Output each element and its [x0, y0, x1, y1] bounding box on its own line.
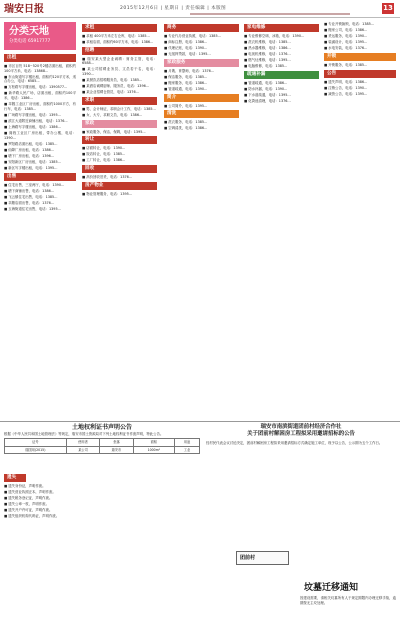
table-header-cell: 坐落 — [100, 439, 133, 446]
ad-item: ■ 管道疏通，电话：1390... — [164, 87, 208, 92]
ad-item: ■ 安阳新区厂房出租，电话：1385... — [4, 160, 61, 165]
ad-item: ■ 求租 400平方米左右仓库，电话：1385... — [82, 34, 150, 38]
land-notice-text: 根据《中华人民共和国土地管理法》等规定，瑞安市国土资源局对下列土地权利证书作废声明，特此公告。 — [4, 432, 164, 437]
ad-item: ■ 注销公告，电话：1390... — [324, 85, 368, 90]
ad-item: ■ 电视机维修，电话：1376... — [244, 52, 291, 57]
ad-item: ■ 新区写字楼出租，电话：1395... — [4, 166, 58, 171]
banner-phone: 分类电话 65917777 — [9, 39, 51, 44]
ad-item: ■ 玉海街道住宅出售，电话：1395... — [4, 207, 61, 212]
ad-item: ■ 减资公告，电话：1395... — [324, 91, 368, 96]
land-notice — [4, 424, 200, 454]
section-intro-header: 简介 — [164, 94, 239, 102]
ad-item: ■ 遗失税务登记证，声明作废。 — [4, 496, 53, 501]
ad-item: ■ 搬家公司，电话：1386... — [324, 28, 368, 33]
section-appliance-header: 家电维修 — [244, 24, 319, 32]
table-cell: 某公司 — [66, 446, 99, 453]
ad-item: ■ 塘下商铺出售，电话：1386... — [4, 188, 55, 193]
ad-item: ■ 公司简介，电话：1395... — [164, 103, 208, 108]
ad-item: ■ 新华路人民广场，店面出租，面积约100平米，电话：1386... — [4, 91, 76, 101]
table-header-cell: 证号 — [5, 439, 67, 446]
reform-title-1: 瑞安市南滨街道团前村经济合作社 — [260, 424, 342, 430]
ad-item: ■ 电脑维修，电话：1385... — [244, 64, 288, 69]
ad-item: ■ 商标注册，电话：1386... — [164, 40, 208, 45]
table-cell: 瑞安市 — [100, 446, 133, 453]
ad-item: ■ 店面转让，电话：1390... — [82, 146, 126, 151]
header-info: 2015年12月6日 | 星期日 | 责任编辑 | 本版图 — [120, 6, 227, 11]
table-header-row — [5, 439, 200, 446]
column-4 — [244, 22, 319, 105]
ad-item: ■ 遗失公章一枚，声明作废。 — [4, 502, 49, 507]
section-homeservice-header: 家政服务 — [164, 59, 239, 67]
ad-item: ■ 市区百货 518~520号2楼店面出租，面积约100平方米，电话：13868... — [4, 64, 76, 73]
section-property-header: 房产物业 — [82, 182, 157, 190]
ad-item: ■ 防水补漏，电话：1390... — [244, 87, 288, 92]
bottom-divider — [0, 421, 400, 422]
ad-item: ■ 保洁服务，电话：1385... — [164, 74, 208, 79]
table-row — [5, 446, 200, 453]
ad-item: ■ 仙降厂房出租，电话：1386... — [4, 147, 55, 152]
column-5 — [324, 22, 396, 98]
banner-title: 分类天地 — [9, 26, 49, 37]
ad-item: ■ 塘下厂房出租，电话：1396... — [4, 154, 55, 158]
page-number: 13 — [383, 4, 393, 12]
reform-title-2: 关于团前村解困房工程拟采用邀请招标的公告 — [247, 431, 355, 438]
ad-item: ■ 上海路写字楼出租，电话：1386... — [4, 125, 61, 130]
section-recycle-header: 回收 — [82, 165, 157, 173]
ad-item: ■ 下水道疏通，电话：1395... — [244, 93, 291, 98]
rent-ads — [4, 64, 76, 171]
header-strip — [190, 13, 350, 15]
reform-notice — [206, 424, 396, 447]
section-rent-header: 出租 — [4, 54, 76, 62]
ad-item: ■ 专业开锁换锁，电话：1385... — [324, 22, 375, 26]
section-hiring-header: 招聘 — [82, 47, 157, 55]
ad-item: ■ 家政服务，保洁、保姆，电话：1395... — [82, 129, 146, 134]
ad-item: ■ 空调清洗，电话：1386... — [164, 126, 208, 131]
section-business-header: 商务 — [164, 24, 239, 32]
ad-item: ■ 热水器维修，电话：1386... — [244, 46, 291, 51]
sale-ads — [4, 183, 76, 212]
ad-item: ■ 物业管理服务，电话：1395... — [82, 191, 133, 196]
table-header-cell: 用途 — [174, 439, 199, 446]
ad-item: ■ 飞云镇住宅出售，电话：1385... — [4, 194, 58, 199]
ad-item: ■ 广场路写字楼出租，电话：1395... — [4, 112, 61, 117]
ad-item: ■ 阁巷工业区厂房出租，带办公楼，电话：1390... — [4, 131, 76, 140]
ad-item: ■ 代理记账，电话：1390... — [164, 46, 208, 51]
section-wanted-rent-header: 求租 — [82, 24, 157, 32]
ad-item: ■ 莘塍工业区厂房出租，面积约1000平方，有行车，电话：1385... — [4, 102, 76, 111]
ad-item: ■ 求租店面，面积约60平方米，电话：1386... — [82, 40, 154, 45]
section-jobseek-header: 求职 — [82, 97, 157, 105]
ad-item: ■ 燃气灶维修，电话：1395... — [244, 58, 291, 63]
ad-item: ■ 无抵押贷款，电话：1395... — [164, 52, 211, 57]
table-header-cell: 面积 — [133, 439, 174, 446]
land-notice-table — [4, 438, 200, 454]
ad-item: ■ 遗失声明，电话：1386... — [324, 79, 368, 84]
section-unlock-header: 开锁 — [324, 53, 396, 61]
ad-item: ■ 罗阳路店面出租，电话：1385... — [4, 141, 58, 146]
ad-item: ■ 遗失身份证，声明作废。 — [4, 484, 46, 488]
section-cleaning-header: 清洗 — [164, 110, 239, 118]
table-header-cell: 使用者 — [66, 439, 99, 446]
ad-item: ■ 专业维修空调、冰箱，电话：1390... — [244, 34, 305, 38]
ad-item: ■ 男，会计师证，求职会计工作，电话：1385... — [82, 106, 156, 111]
ad-item: ■ 某企业招聘仓管员，电话：1376... — [82, 90, 139, 95]
tomb-notice-text: 因建设需要，请相关坟墓所有人于规定期限内办理迁移手续，逾期按无主坟处理。 — [300, 596, 396, 605]
ad-item: ■ 管道疏通，电话：1386... — [244, 81, 288, 86]
ad-item: ■ 女，大专，求职文员，电话：1386... — [82, 112, 143, 117]
table-cell: 工业 — [174, 446, 199, 453]
section-plumbing-header: 疏通补漏 — [244, 71, 319, 79]
ad-item: ■ 水电安装，电话：1376... — [324, 46, 368, 51]
ad-item: ■ 莘塍店面出售，电话：1376... — [4, 201, 55, 206]
ad-item: ■ 专业代办营业执照，电话：1385... — [164, 34, 221, 38]
ad-item: ■ 搬家服务，电话：1386... — [164, 81, 208, 86]
classified-banner — [4, 22, 76, 50]
ad-item: ■ 万松路写字楼出租，电话：1390577... — [4, 85, 68, 90]
ad-item: ■ 工厂转让，电话：1386... — [82, 158, 126, 163]
section-housekeeping-header: 家政 — [82, 120, 157, 128]
page-header — [0, 0, 400, 18]
tomb-notice-title: 坟墓迁移通知 — [304, 583, 359, 593]
section-transfer-header: 转让 — [82, 136, 157, 144]
ad-item: ■ 瑞安某大型企业诚聘：财务主管，电话：6588... — [82, 56, 157, 66]
ad-item: ■ 遗失营业执照正本，声明作废。 — [4, 490, 56, 495]
ad-item: ■ 饭店转让，电话：1385... — [82, 152, 126, 157]
ad-item: ■ 住宅出售，三室两厅，电话：1390... — [4, 182, 65, 187]
ad-item: ■ 遗失组织机构代码证，声明作废。 — [4, 514, 60, 519]
ad-item: ■ 开锁服务，电话：1385... — [324, 62, 368, 67]
ad-item: ■ 某酒店诚聘厨师、服务员，电话：1396... — [82, 84, 150, 89]
table-cell: 1000m² — [133, 446, 174, 453]
ad-item: ■ 月嫂、育婴师，电话：1376... — [164, 68, 215, 73]
ad-item: ■ 某公司招聘业务员、文员若干名，电话：1390... — [82, 67, 157, 76]
ad-item: ■ 东山街道写字楼出租，面积约120平方米，适合办公，电话：6585... — [4, 74, 76, 84]
section-notice-header: 公告 — [324, 70, 396, 78]
reform-text: 经村民代表会议讨论决定，团前村解困房工程拟采用邀请招标方式确定施工单位，现予以公告，公示期为五个工作日。 — [206, 440, 383, 445]
land-notice-title: 土地权利证书声明公告 — [71, 424, 132, 431]
section-sale-header: 出售 — [4, 173, 76, 181]
lost-items — [4, 472, 114, 521]
column-2 — [82, 22, 157, 198]
ad-item: ■ 高价回收旧货，电话：1376... — [82, 174, 133, 179]
reform-label: 团前村 — [240, 555, 256, 561]
ad-item: ■ 洗衣服务，电话：1385... — [164, 120, 208, 125]
ad-item: ■ 化粪池清理，电话：1376... — [244, 99, 291, 104]
newspaper-logo: 瑞安日报 — [4, 4, 44, 15]
table-cell: 瑞国用(2015) — [5, 446, 67, 453]
ad-item: ■ 某餐饮店招聘服务员，电话：1385... — [82, 78, 143, 83]
column-3 — [164, 22, 239, 133]
section-lost-header: 遗失 — [4, 474, 26, 482]
column-1 — [4, 52, 76, 213]
ad-item: ■ 货运服务，电话：1390... — [324, 34, 368, 39]
ad-item: ■ 装潢设计，电话：1395... — [324, 40, 368, 45]
ad-item: ■ 洗衣机维修，电话：1385... — [244, 40, 291, 45]
ad-item: ■ 滨江大道附近商铺出租，电话：1376... — [4, 118, 68, 123]
ad-item: ■ 遗失开户许可证，声明作废。 — [4, 508, 53, 513]
